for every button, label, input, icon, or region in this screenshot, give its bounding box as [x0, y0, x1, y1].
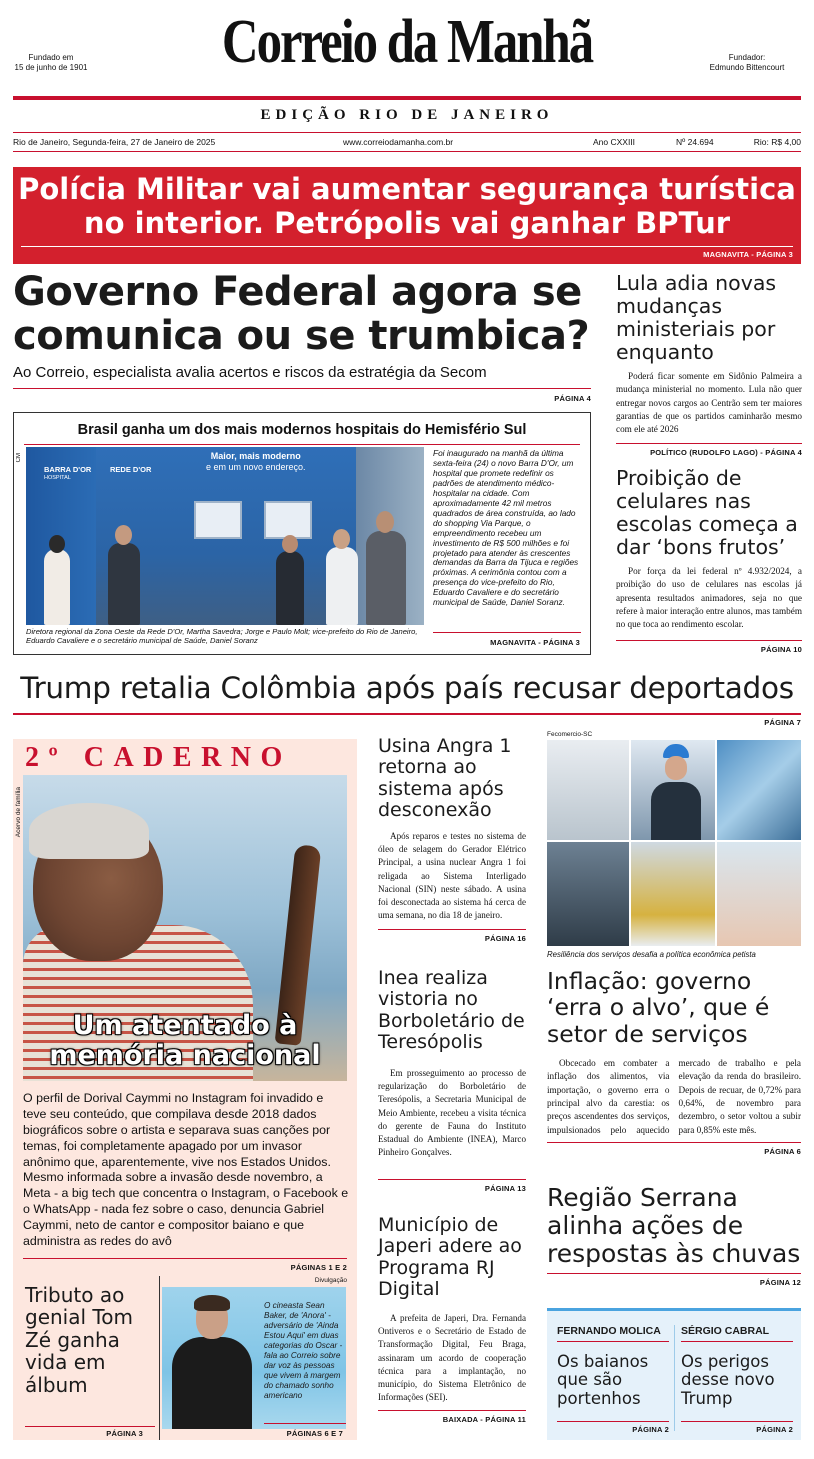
lula-rule [616, 443, 802, 444]
serrana-title: Região Serrana alinha ações de respostas às chuvas [547, 1183, 801, 1268]
tomze-title: Tributo ao genial Tom Zé ganha vida em álbum [25, 1283, 133, 1397]
column-2-author: SÉRGIO CABRAL [681, 1325, 793, 1342]
collage-buildings [717, 740, 801, 840]
caderno-rule [23, 1258, 347, 1259]
inflacao-title: Inflação: governo ‘erra o alvo’, que é setor de serviços [547, 967, 770, 1048]
celulares-ref: PÁGINA 10 [760, 644, 802, 654]
lula-story[interactable] [616, 272, 802, 457]
person-5-head [376, 511, 394, 533]
founder-info [702, 53, 792, 73]
baker-body [172, 1337, 252, 1429]
lead-headline-2: comunica ou se trumbica? [13, 313, 590, 359]
person-3-head [282, 535, 298, 553]
lead-deck: Ao Correio, especialista avalia acertos e riscos da estratégia da Secom [13, 364, 487, 381]
info-rule [13, 151, 801, 152]
top-banner[interactable] [13, 167, 801, 264]
collage-spa [717, 842, 801, 946]
inflacao-rule [547, 1142, 801, 1143]
inflacao-text: Obcecado em combater a inflação dos alimentos, via importação, o governo erra o principal alvo da carestia: os preços ascendentes dos serviços, impulsionados pelo aquecido mercado de trabalho e pela elevação da renda do brasileiro. Depois de recuar, de 0,72% para 0,64%, de novembro para dezembro, o setor voltou a subir para 0,85% este mês. [547, 1057, 801, 1135]
column-1-author: FERNANDO MOLICA [557, 1325, 669, 1342]
angra-story[interactable] [378, 736, 526, 943]
person-4 [326, 547, 358, 625]
hospital-caption: Diretora regional da Zona Oeste da Rede D'Or, Martha Savedra; Jorge e Paulo Molt; vice-prefeito do Rio de Janeiro, Eduardo Cavaliere e o secretário municipal de Saúde, Daniel Soranz [26, 627, 418, 646]
japeri-title: Município de Japeri adere ao Programa RJ Digital [378, 1214, 522, 1300]
angra-rule [378, 929, 526, 930]
trump-ref: PÁGINA 7 [764, 718, 801, 728]
celulares-story[interactable] [616, 467, 802, 654]
masthead-rule [13, 96, 801, 100]
baker-text: O cineasta Sean Baker, de 'Anora' - adversário de 'Ainda Estou Aqui' em duas categorias do Oscar - fala ao Correio sobre dar voz às pessoas que vivem à margem do chamado sonho americano [264, 1301, 343, 1400]
person-4-head [333, 529, 350, 549]
person-2-head [115, 525, 132, 545]
serrana-rule [547, 1273, 801, 1274]
founded-date: 15 de junho de 1901 [14, 63, 88, 72]
founder-label: Fundador: [728, 53, 766, 62]
hospital-photo [26, 447, 424, 625]
collage-suit [651, 782, 701, 840]
serrana-ref: PÁGINA 12 [759, 1278, 801, 1287]
baker-credit: Divulgação [314, 1277, 347, 1284]
person-1-head [49, 535, 65, 553]
trump-rule [13, 713, 801, 715]
collage-face [665, 756, 687, 780]
hospital-logo: BARRA D'OR HOSPITAL [44, 465, 92, 481]
tomze-ref: PÁGINA 3 [106, 1429, 143, 1438]
banner-line-1: Polícia Militar vai aumentar segurança turística [18, 172, 796, 206]
plaque-2 [264, 501, 312, 539]
plaque-1 [194, 501, 242, 539]
banner-rule [21, 246, 793, 247]
caymmi-hair [29, 803, 149, 859]
caderno-ref: PÁGINAS 1 E 2 [290, 1263, 347, 1272]
collage-gym [547, 740, 629, 840]
trump-story[interactable] [13, 672, 801, 727]
caderno-label: 2º CADERNO [25, 742, 292, 773]
angra-title: Usina Angra 1 retorna ao sistema após desconexão [378, 735, 512, 821]
caderno-photo-credit: Acervo de família [15, 787, 22, 838]
issue-year: Ano CXXIII [593, 137, 636, 147]
inea-ref: PÁGINA 13 [484, 1184, 526, 1194]
masthead-title: Correio da Manhã [221, 8, 593, 76]
issue-number: Nº 24.694 [676, 137, 714, 147]
site-link[interactable]: www.correiodamanha.com.br [343, 137, 454, 147]
japeri-rule [378, 1410, 526, 1411]
hospital-text: Foi inaugurado na manhã da última sexta-feira (24) o novo Barra D'Or, um hospital que promete redefinir os padrões de atendimento médico-hospitalar na cidade. Com aproximadamente 42 mil metros quadrados de área construída, ao lado do shopping Via Parque, o empreendimento recebeu um investimento de R$ 500 milhões e foi projetado para atender às crescentes demandas da Barra da Tijuca e regiões próximas. A cerimônia contou com a presença do vice-prefeito do Rio, Eduardo Cavaliere e do secretário municipal de Saúde, Daniel Soranz. [433, 448, 579, 608]
inea-text: Em prosseguimento ao processo de regularização do Borboletário de Teresópolis, a Secretaria Municipal de Meio Ambiente, recebeu a visita técnica do gerente de Fauna do Instituto Estadual do Ambiente (INEA), Marco Pinheiro Gonçalves. [378, 1068, 526, 1158]
column-2-rule [681, 1421, 793, 1422]
tomze-rule [25, 1426, 155, 1427]
hospital-title-rule [24, 444, 580, 445]
servicos-caption: Resiliência dos serviços desafia a política econômica petista [547, 950, 756, 959]
inea-story[interactable] [378, 968, 526, 1193]
hospital-ref: MAGNAVITA - PÁGINA 3 [490, 638, 580, 647]
hospital-sign: Maior, mais moderno e em um novo endereço. [206, 451, 306, 472]
column-divider [674, 1325, 675, 1431]
celulares-rule [616, 640, 802, 641]
hospital-ref-rule [433, 632, 581, 633]
founded-info [14, 53, 88, 73]
collage-worker [547, 842, 629, 946]
column-1-title: Os baianos que são portenhos [557, 1352, 649, 1408]
celulares-title: Proibição de celulares nas escolas começa a dar ‘bons frutos’ [616, 466, 798, 559]
lead-ref: PÁGINA 4 [554, 394, 591, 403]
japeri-ref: BAIXADA - PÁGINA 11 [442, 1415, 526, 1425]
hospital-photo-credit: CM [16, 453, 22, 463]
lead-story[interactable] [13, 270, 591, 410]
column-1[interactable] [557, 1325, 669, 1441]
tomze-story[interactable] [13, 1276, 160, 1440]
edition-label: EDIÇÃO RIO DE JANEIRO [260, 107, 554, 123]
lead-rule [13, 388, 591, 389]
person-5 [366, 531, 406, 625]
lead-headline-1: Governo Federal agora se [13, 269, 582, 315]
column-2-title: Os perigos desse novo Trump [681, 1352, 775, 1408]
column-1-ref: PÁGINA 2 [632, 1425, 669, 1434]
column-1-rule [557, 1421, 669, 1422]
person-1 [44, 549, 70, 625]
columnists-box [547, 1308, 801, 1440]
trump-title: Trump retalia Colômbia após país recusar deportados [20, 671, 794, 705]
column-2-ref: PÁGINA 2 [756, 1425, 793, 1434]
person-2 [108, 543, 140, 625]
person-3 [276, 551, 304, 625]
lula-ref: POLÍTICO (RUDOLFO LAGO) - PÁGINA 4 [650, 447, 802, 457]
angra-text: Após reparos e testes no sistema de óleo de selagem do Gerador Elétrico Principal, a usina nuclear Angra 1 foi religada ao Sistema Interligado Nacional (SIN) neste sábado. A usina foi desconectada ao sistema há cerca de uma semana, no dia 18 de janeiro. [378, 831, 526, 921]
lula-title: Lula adia novas mudanças ministeriais por enquanto [616, 271, 777, 364]
banner-ref: MAGNAVITA - PÁGINA 3 [703, 250, 793, 259]
founded-label: Fundado em [28, 53, 74, 62]
lula-text: Poderá ficar somente em Sidônio Palmeira a mudança ministerial no momento. Lula não quer entregar novos cargos ao Centrão sem ter maiores garantias de que os partidos caminharão mesmo com ele até 2026 [616, 370, 802, 435]
baker-story[interactable] [160, 1276, 357, 1440]
caderno-text: O perfil de Dorival Caymmi no Instagram foi invadido e teve seu conteúdo, que compilava desde 2018 dados biográficos sobre o artista e separava suas canções por temas, foi completamente apagado por um invasor anônimo que, aparentemente, vive nos Estados Unidos. Mesmo informada sobre a invasão desde novembro, a Meta - a big tech que concentra o Instagram, o Facebook e o WhatsApp - nada fez sobre o caso, denuncia Gabriel Caymmi, neto de cantor e compositor baiano e que administra as redes do avô [23, 1091, 349, 1248]
celulares-text: Por força da lei federal nº 4.932/2024, a proibição do uso de celulares nas escolas já apresenta resultados animadores, seja no que refere à maior interação entre alunos, mas também no que toca ao rendimento escolar. [616, 565, 802, 630]
collage-cleaning [631, 842, 715, 946]
japeri-text: A prefeita de Japeri, Dra. Fernanda Ontiveros e o Secretário de Estado de Transformação Digital, Feu Braga, assinaram um acordo de cooperação técnica para a implantação, no município, do Sistema Eletrônico de Informações (SEI). [378, 1313, 526, 1403]
caderno-headline-1: Um atentado à [72, 1010, 298, 1041]
issue-price: Rio: R$ 4,00 [753, 137, 801, 147]
info-bar [13, 137, 801, 149]
serrana-story[interactable] [547, 1184, 801, 1287]
japeri-story[interactable] [378, 1215, 526, 1424]
baker-rule [264, 1423, 346, 1424]
banner-line-2: no interior. Petrópolis vai ganhar BPTur [83, 206, 731, 240]
rede-logo: REDE D'OR [110, 465, 152, 474]
caderno-box[interactable] [13, 739, 357, 1276]
angra-ref: PÁGINA 16 [484, 934, 526, 944]
column-2[interactable] [681, 1325, 793, 1441]
inflacao-story[interactable] [547, 968, 801, 1156]
inea-title: Inea realiza vistoria no Borboletário de Teresópolis [378, 967, 525, 1053]
issue-date: Rio de Janeiro, Segunda-feira, 27 de Janeiro de 2025 [13, 137, 216, 147]
baker-ref: PÁGINAS 6 E 7 [286, 1429, 343, 1438]
inflacao-ref: PÁGINA 6 [764, 1147, 801, 1156]
baker-hair [194, 1295, 230, 1311]
hospital-title: Brasil ganha um dos mais modernos hospitais do Hemisfério Sul [77, 422, 527, 438]
servicos-credit: Fecomercio-SC [547, 731, 593, 738]
inea-rule [378, 1179, 526, 1180]
edition-rule [13, 132, 801, 133]
servicos-collage [547, 740, 801, 946]
caderno-headline-2: memória nacional [49, 1040, 321, 1071]
hospital-story[interactable] [13, 412, 591, 655]
caderno-headline [23, 1011, 347, 1071]
founder-name: Edmundo Bittencourt [709, 63, 785, 72]
